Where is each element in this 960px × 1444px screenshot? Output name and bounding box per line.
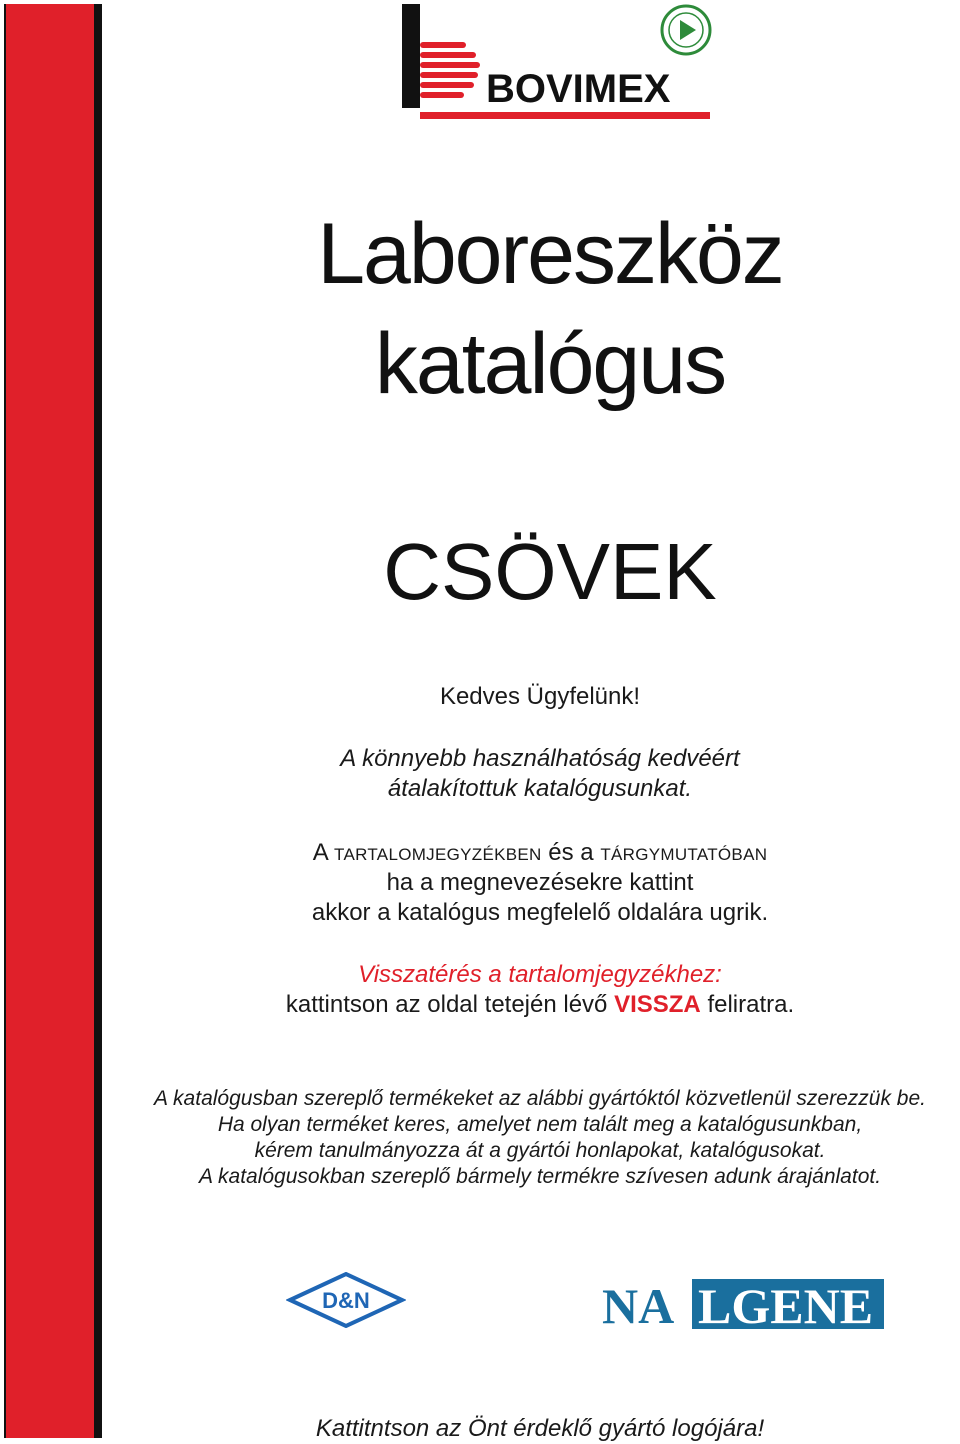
toc-link-targymutato[interactable]: TÁRGYMUTATÓBAN xyxy=(600,845,768,864)
dn-logo-link[interactable] xyxy=(286,1272,406,1328)
logo-wordmark: BOVIMEX xyxy=(486,67,671,111)
back-line1: Visszatérés a tartalomjegyzékhez: xyxy=(358,961,722,988)
suppliers-note-line4: A katalógusokban szereplő bármely termékre szívesen adunk árajánlatot. xyxy=(198,1165,882,1188)
logo-black-bar xyxy=(402,4,420,108)
back-line2-post: feliratra. xyxy=(707,991,795,1018)
catalog-title-line1: Laboreszköz xyxy=(317,206,783,302)
logo-red-sphere xyxy=(420,42,480,98)
dn-logo-text: D&N xyxy=(322,1288,370,1313)
footer-instruction: Kattitntson az Önt érdeklő gyártó logójára! xyxy=(315,1415,765,1442)
suppliers-note-line1: A katalógusban szereplő termékeket az alábbi gyártóktól közvetlenül szerezzük be. xyxy=(154,1087,926,1110)
back-line2-pre: kattintson az oldal tetején lévő xyxy=(285,991,608,1018)
vissza-keyword: VISSZA xyxy=(614,991,701,1018)
usability-line2: átalakítottuk katalógusunkat. xyxy=(387,775,693,802)
toc-line1 xyxy=(120,838,960,870)
nalgene-logo-link[interactable] xyxy=(598,1275,888,1333)
catalog-title-line2: katalógus xyxy=(374,316,726,412)
toc-and: és a xyxy=(548,839,594,866)
suppliers-note-line2: Ha olyan terméket keres, amelyet nem talált meg a katalógusunkban, xyxy=(217,1113,863,1136)
toc-a: A xyxy=(312,839,328,866)
nalgene-logo-text-na: NA xyxy=(602,1278,675,1333)
sidebar-strip xyxy=(4,4,102,1438)
back-line2 xyxy=(120,990,960,1020)
bovimex-logo xyxy=(398,4,718,124)
suppliers-note-line3: kérem tanulmányozza át a gyártói honlapokat, katalógusokat. xyxy=(254,1139,826,1162)
usability-line1: A könnyebb használhatóság kedvéért xyxy=(340,745,740,772)
certification-seal-icon xyxy=(662,6,710,54)
sidebar-red-band xyxy=(6,4,94,1438)
greeting: Kedves Ügyfelünk! xyxy=(439,683,641,710)
section-title: CSÖVEK xyxy=(383,527,717,616)
logo-underline xyxy=(420,112,710,119)
toc-line3: akkor a katalógus megfelelő oldalára ugrik. xyxy=(311,899,769,926)
toc-line2: ha a megnevezésekre kattint xyxy=(386,869,694,896)
toc-link-tartalomjegyzek[interactable]: TARTALOMJEGYZÉKBEN xyxy=(334,845,542,864)
nalgene-logo-text-lgene: LGENE xyxy=(698,1278,874,1333)
